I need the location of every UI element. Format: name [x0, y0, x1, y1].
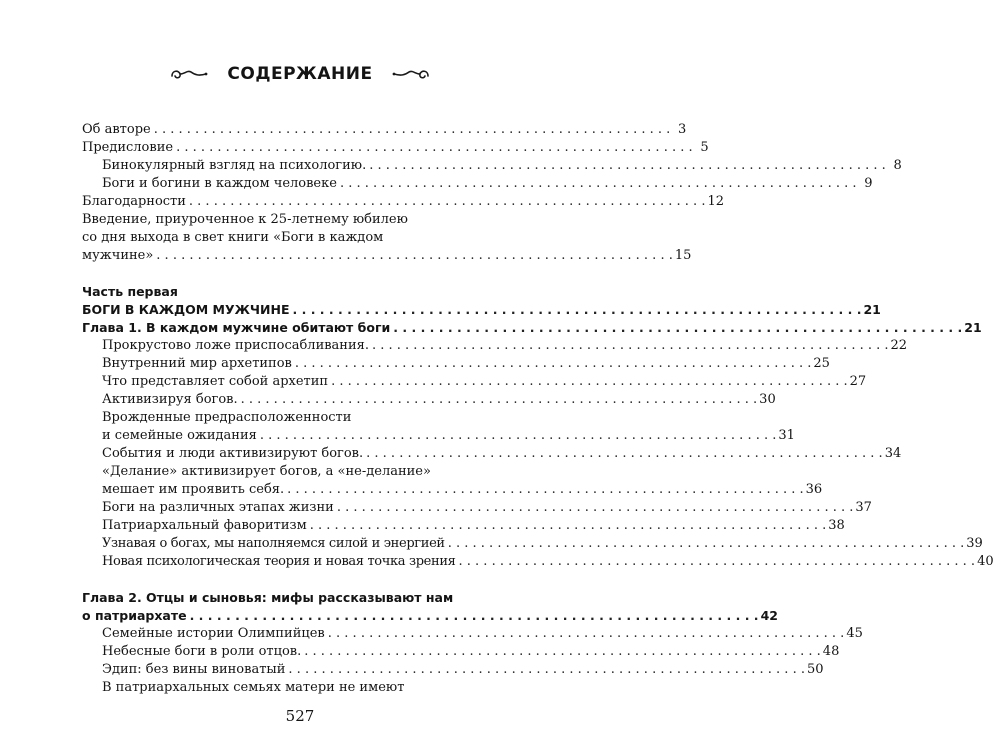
toc-entry[interactable] — [82, 373, 867, 391]
toc-page-number: 25 — [813, 356, 830, 371]
dot-leader: . . . . . . . . . . . . . . . . . . . . . . . . . . . . . . . . . . . . . . . . . . . . . . . . . . . . . . . . . . . . . . . — [292, 302, 862, 317]
toc-entry[interactable] — [82, 247, 692, 265]
dot-leader: . . . . . . . . . . . . . . . . . . . . . . . . . . . . . . . . . . . . . . . . . . . . . . . . . . . . . . . . . . . . . . . — [259, 428, 777, 443]
toc-entry-line[interactable]: «Делание» активизирует богов, а «не-делание» — [102, 464, 431, 479]
dot-leader: . . . . . . . . . . . . . . . . . . . . . . . . . . . . . . . . . . . . . . . . . . . . . . . . . . . . . . . . . . . . . . . — [188, 194, 706, 209]
toc-entry[interactable] — [82, 175, 873, 193]
table-of-contents — [82, 121, 994, 697]
toc-entry-line[interactable]: Введение, приуроченное к 25-летнему юбилею — [82, 212, 408, 227]
toc-entry[interactable] — [82, 445, 902, 463]
toc-page-number: 50 — [806, 662, 824, 677]
dot-leader: . . . . . . . . . . . . . . . . . . . . . . . . . . . . . . . . . . . . . . . . . . . . . . . . . . . . . . . . . . . . . . . — [447, 536, 965, 551]
toc-entry[interactable] — [82, 517, 845, 535]
dot-leader: . . . . . . . . . . . . . . . . . . . . . . . . . . . . . . . . . . . . . . . . . . . . . . . . . . . . . . . . . . . . . . . — [240, 392, 758, 407]
toc-entry-title: Глава 1. В каждом мужчине обитают боги — [82, 320, 391, 335]
toc-entry-line[interactable]: Глава 2. Отцы и сыновья: мифы рассказывают нам — [82, 590, 454, 605]
toc-entry[interactable] — [82, 643, 840, 661]
toc-entry[interactable] — [82, 319, 982, 337]
toc-entry[interactable] — [82, 157, 902, 175]
toc-page-number: 30 — [759, 392, 776, 407]
toc-entry-title: Семейные истории Олимпийцев — [102, 626, 325, 641]
toc-page-number: 45 — [846, 626, 863, 641]
spacer — [82, 571, 486, 589]
dot-leader: . . . . . . . . . . . . . . . . . . . . . . . . . . . . . . . . . . . . . . . . . . . . . . . . . . . . . . . . . . . . . . . — [339, 176, 857, 191]
toc-entry-title: Боги и богини в каждом человеке — [102, 176, 337, 191]
dot-leader: . . . . . . . . . . . . . . . . . . . . . . . . . . . . . . . . . . . . . . . . . . . . . . . . . . . . . . . . . . . . . . . — [176, 140, 693, 155]
dot-leader: . . . . . . . . . . . . . . . . . . . . . . . . . . . . . . . . . . . . . . . . . . . . . . . . . . . . . . . . . . . . . . . — [369, 158, 886, 173]
dot-leader: . . . . . . . . . . . . . . . . . . . . . . . . . . . . . . . . . . . . . . . . . . . . . . . . . . . . . . . . . . . . . . . — [288, 662, 805, 677]
toc-page-number: 27 — [849, 374, 867, 389]
spacer — [82, 265, 486, 283]
toc-entry[interactable] — [82, 553, 994, 571]
dot-leader: . . . . . . . . . . . . . . . . . . . . . . . . . . . . . . . . . . . . . . . . . . . . . . . . . . . . . . . . . . . . . . . — [366, 446, 883, 461]
dot-leader: . . . . . . . . . . . . . . . . . . . . . . . . . . . . . . . . . . . . . . . . . . . . . . . . . . . . . . . . . . . . . . . — [189, 608, 759, 623]
toc-page-number: 15 — [674, 248, 692, 263]
toc-entry-title: БОГИ В КАЖДОМ МУЖЧИНЕ — [82, 302, 290, 317]
toc-entry-line[interactable]: Врожденные предрасположенности — [102, 410, 352, 425]
toc-page-number: 5 — [700, 140, 709, 155]
toc-entry[interactable] — [82, 661, 824, 679]
toc-entry-title: Внутренний мир архетипов — [102, 356, 292, 371]
toc-entry-line[interactable]: со дня выхода в свет книги «Боги в каждом — [82, 230, 384, 245]
toc-entry[interactable] — [82, 535, 983, 553]
toc-page-number: 42 — [760, 608, 778, 623]
toc-page-number: 3 — [678, 122, 687, 137]
toc-entry-title: Предисловие — [82, 140, 174, 155]
toc-entry-title: События и люди активизируют богов. — [102, 446, 364, 461]
toc-entry-title: о патриархате — [82, 608, 187, 623]
toc-page-number: 48 — [822, 644, 840, 659]
toc-entry-title: Небесные боги в роли отцов. — [102, 644, 302, 659]
toc-entry-title: Боги на различных этапах жизни — [102, 500, 334, 515]
dot-leader: . . . . . . . . . . . . . . . . . . . . . . . . . . . . . . . . . . . . . . . . . . . . . . . . . . . . . . . . . . . . . . . — [327, 626, 845, 641]
toc-entry[interactable] — [82, 499, 872, 517]
toc-page-number: 21 — [964, 320, 982, 335]
toc-page-number: 36 — [805, 482, 823, 497]
toc-page-number: 22 — [890, 338, 908, 353]
toc-entry-line[interactable]: В патриархальных семьях матери не имеют — [102, 680, 405, 695]
toc-entry-title: Бинокулярный взгляд на психологию. — [102, 158, 367, 173]
toc-entry[interactable] — [82, 301, 881, 319]
page-number: 527 — [285, 707, 315, 725]
ornament-right-icon — [391, 67, 431, 81]
toc-entry[interactable] — [82, 193, 724, 211]
toc-entry-title: Что представляет собой архетип — [102, 374, 329, 389]
toc-entry[interactable] — [82, 337, 908, 355]
toc-entry-title: Новая психологическая теория и новая точка зрения — [102, 554, 456, 569]
page-title: СОДЕРЖАНИЕ — [227, 64, 373, 84]
dot-leader: . . . . . . . . . . . . . . . . . . . . . . . . . . . . . . . . . . . . . . . . . . . . . . . . . . . . . . . . . . . . . . . — [371, 338, 889, 353]
toc-entry-title: Об авторе — [82, 122, 151, 137]
toc-entry-title: Эдип: без вины виноватый — [102, 662, 286, 677]
toc-entry-title: мешает им проявить себя. — [102, 482, 285, 497]
dot-leader: . . . . . . . . . . . . . . . . . . . . . . . . . . . . . . . . . . . . . . . . . . . . . . . . . . . . . . . . . . . . . . . — [294, 356, 812, 371]
toc-entry-title: Прокрустово ложе приспосабливания. — [102, 338, 369, 353]
toc-page-number: 37 — [855, 500, 872, 515]
toc-page-number: 8 — [893, 158, 902, 173]
toc-entry[interactable] — [82, 355, 830, 373]
dot-leader: . . . . . . . . . . . . . . . . . . . . . . . . . . . . . . . . . . . . . . . . . . . . . . . . . . . . . . . . . . . . . . . — [336, 500, 854, 515]
dot-leader: . . . . . . . . . . . . . . . . . . . . . . . . . . . . . . . . . . . . . . . . . . . . . . . . . . . . . . . . . . . . . . . — [156, 248, 673, 263]
toc-page-number: 34 — [884, 446, 902, 461]
toc-entry[interactable] — [82, 139, 709, 157]
toc-entry[interactable] — [82, 391, 776, 409]
dot-leader: . . . . . . . . . . . . . . . . . . . . . . . . . . . . . . . . . . . . . . . . . . . . . . . . . . . . . . . . . . . . . . . — [287, 482, 804, 497]
toc-entry[interactable] — [82, 427, 795, 445]
toc-entry-title: Активизируя богов. — [102, 392, 238, 407]
toc-page-number: 12 — [707, 194, 724, 209]
toc-entry-title: Узнавая о богах, мы наполняемся силой и энергией — [102, 536, 445, 551]
toc-entry[interactable] — [82, 481, 823, 499]
dot-leader: . . . . . . . . . . . . . . . . . . . . . . . . . . . . . . . . . . . . . . . . . . . . . . . . . . . . . . . . . . . . . . . — [304, 644, 821, 659]
ornament-left-icon — [169, 67, 209, 81]
toc-entry[interactable] — [82, 607, 778, 625]
dot-leader: . . . . . . . . . . . . . . . . . . . . . . . . . . . . . . . . . . . . . . . . . . . . . . . . . . . . . . . . . . . . . . . — [331, 374, 848, 389]
toc-page-number: 39 — [966, 536, 983, 551]
toc-entry-title: и семейные ожидания — [102, 428, 257, 443]
toc-entry-title: мужчине» — [82, 248, 154, 263]
dot-leader: . . . . . . . . . . . . . . . . . . . . . . . . . . . . . . . . . . . . . . . . . . . . . . . . . . . . . . . . . . . . . . . — [309, 518, 827, 533]
toc-page-number: 40 — [977, 554, 994, 569]
dot-leader: . . . . . . . . . . . . . . . . . . . . . . . . . . . . . . . . . . . . . . . . . . . . . . . . . . . . . . . . . . . . . . . — [458, 554, 976, 569]
toc-page-number: 21 — [863, 302, 881, 317]
title-row — [0, 64, 600, 84]
part-label: Часть первая — [82, 284, 178, 299]
dot-leader: . . . . . . . . . . . . . . . . . . . . . . . . . . . . . . . . . . . . . . . . . . . . . . . . . . . . . . . . . . . . . . . — [153, 122, 671, 137]
dot-leader: . . . . . . . . . . . . . . . . . . . . . . . . . . . . . . . . . . . . . . . . . . . . . . . . . . . . . . . . . . . . . . . — [393, 320, 963, 335]
toc-entry[interactable] — [82, 121, 687, 139]
toc-entry[interactable] — [82, 625, 863, 643]
toc-page-number: 31 — [778, 428, 795, 443]
toc-page-number: 9 — [864, 176, 873, 191]
toc-page-number: 38 — [828, 518, 845, 533]
toc-entry-title: Патриархальный фаворитизм — [102, 518, 307, 533]
toc-entry-title: Благодарности — [82, 194, 186, 209]
